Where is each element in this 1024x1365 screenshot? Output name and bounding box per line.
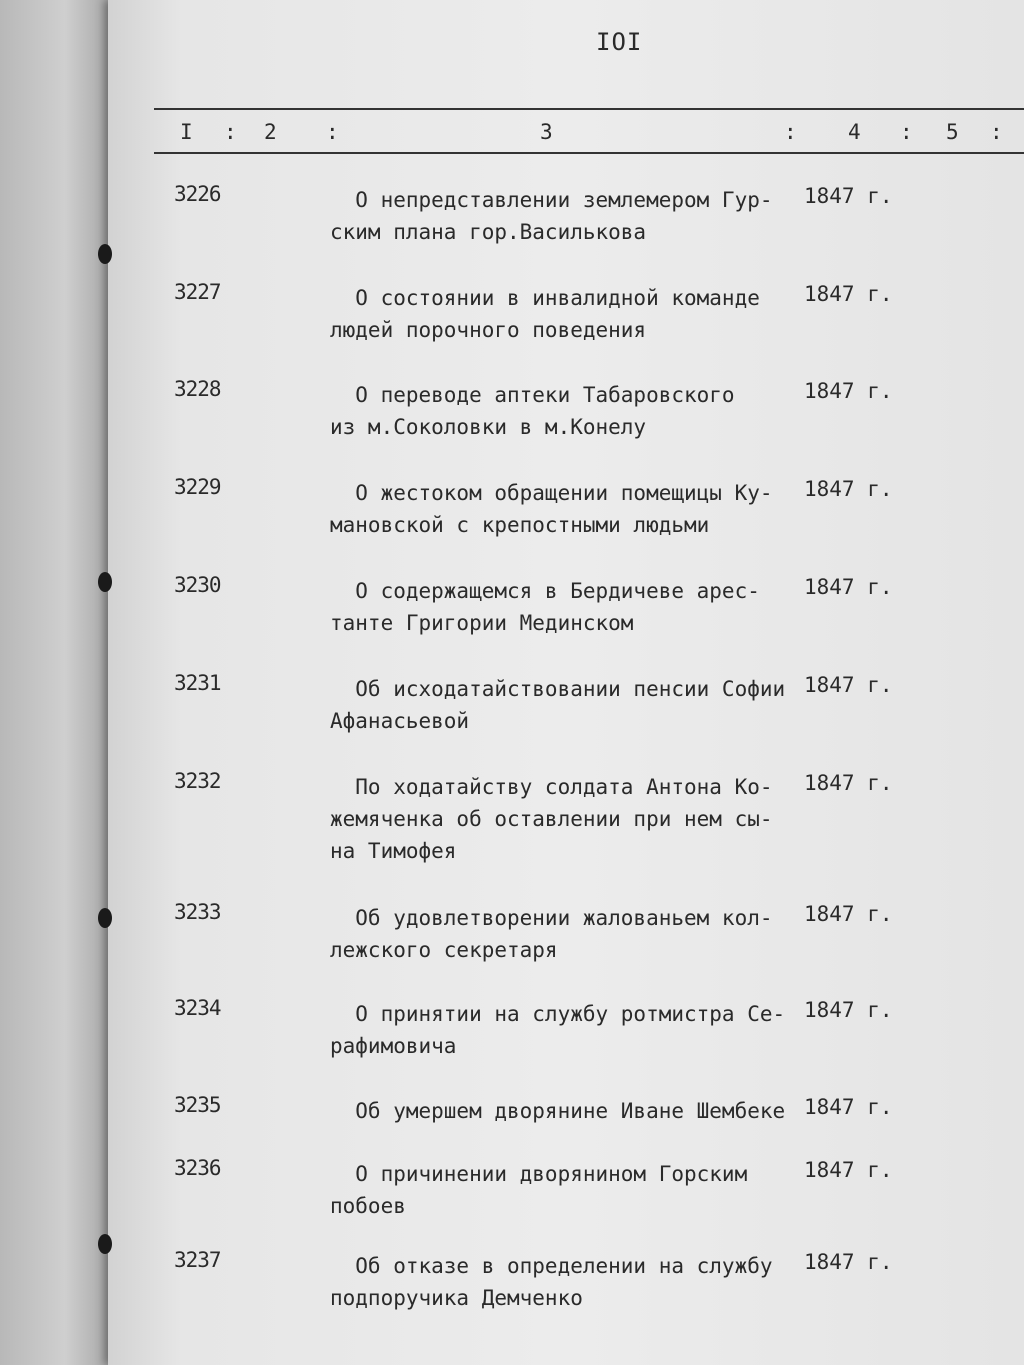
entry-title-line: О принятии на службу ротмистра Се-: [330, 1002, 786, 1026]
entry-title: [330, 1095, 800, 1127]
entry-number: 3235: [174, 1093, 221, 1117]
column-separator: :: [326, 120, 339, 144]
entry-year: 1847 г.: [804, 1095, 893, 1119]
column-header-3: 3: [540, 120, 553, 144]
entry-year: 1847 г.: [804, 282, 893, 306]
entry-title-line: подпоручика Демченко: [330, 1286, 583, 1310]
facing-page: [0, 0, 108, 1365]
entry-year: 1847 г.: [804, 1158, 893, 1182]
entry-year: 1847 г.: [804, 998, 893, 1022]
entry-title: [330, 379, 800, 443]
entry-title-line: Об удовлетворении жалованьем кол-: [330, 906, 773, 930]
entry-number: 3231: [174, 671, 221, 695]
column-separator: :: [224, 120, 237, 144]
entry-number: 3236: [174, 1156, 221, 1180]
entry-title-line: побоев: [330, 1194, 406, 1218]
entry-title: [330, 477, 800, 541]
page-number: IOI: [596, 28, 643, 56]
entry-number: 3237: [174, 1248, 221, 1272]
entry-title: [330, 771, 800, 867]
column-header-5: 5: [946, 120, 959, 144]
entry-number: 3233: [174, 900, 221, 924]
entry-year: 1847 г.: [804, 1250, 893, 1274]
column-header-2: 2: [264, 120, 277, 144]
entry-year: 1847 г.: [804, 379, 893, 403]
entry-year: 1847 г.: [804, 673, 893, 697]
entry-title-line: О содержащемся в Бердичеве арес-: [330, 579, 760, 603]
entry-title: [330, 902, 800, 966]
entry-number: 3229: [174, 475, 221, 499]
entry-title-line: мановской с крепостными людьми: [330, 513, 710, 537]
entry-title-line: О переводе аптеки Табаровского: [330, 383, 735, 407]
entry-title: [330, 282, 800, 346]
entry-title-line: Об исходатайствовании пенсии Софии: [330, 677, 786, 701]
entry-year: 1847 г.: [804, 902, 893, 926]
document-page: [108, 0, 1024, 1365]
entry-title-line: Об отказе в определении на службу: [330, 1254, 773, 1278]
column-separator: :: [900, 120, 913, 144]
entry-title-line: О причинении дворянином Горским: [330, 1162, 748, 1186]
column-header-4: 4: [848, 120, 861, 144]
entry-year: 1847 г.: [804, 771, 893, 795]
entry-number: 3234: [174, 996, 221, 1020]
entry-title-line: жемяченка об оставлении при нем сы-: [330, 807, 773, 831]
entry-title-line: танте Григории Мединском: [330, 611, 634, 635]
entry-title-line: из м.Соколовки в м.Конелу: [330, 415, 647, 439]
entry-number: 3226: [174, 182, 221, 206]
entry-title-line: О непредставлении землемером Гур-: [330, 188, 773, 212]
entry-title: [330, 1158, 800, 1222]
entry-title: [330, 184, 800, 248]
entry-title-line: Афанасьевой: [330, 709, 470, 733]
column-separator: :: [990, 120, 1003, 144]
entry-title-line: лежского секретаря: [330, 938, 558, 962]
column-separator: :: [784, 120, 797, 144]
binding-hole: [98, 572, 112, 592]
entry-title: [330, 673, 800, 737]
entry-title: [330, 575, 800, 639]
entry-number: 3232: [174, 769, 221, 793]
binding-hole: [98, 244, 112, 264]
entry-title: [330, 1250, 800, 1314]
entry-title-line: По ходатайству солдата Антона Ко-: [330, 775, 773, 799]
entry-number: 3230: [174, 573, 221, 597]
entry-title-line: О жестоком обращении помещицы Ку-: [330, 481, 773, 505]
binding-hole: [98, 1234, 112, 1254]
entry-year: 1847 г.: [804, 184, 893, 208]
entry-title-line: О состоянии в инвалидной команде: [330, 286, 760, 310]
entry-title: [330, 998, 800, 1062]
entry-year: 1847 г.: [804, 477, 893, 501]
header-top-rule: [154, 108, 1024, 110]
entry-title-line: рафимовича: [330, 1034, 457, 1058]
entry-year: 1847 г.: [804, 575, 893, 599]
entry-number: 3228: [174, 377, 221, 401]
header-bottom-rule: [154, 152, 1024, 154]
entry-title-line: Об умершем дворянине Иване Шембеке: [330, 1099, 786, 1123]
column-header-1: I: [180, 120, 193, 144]
entry-title-line: ским плана гор.Василькова: [330, 220, 647, 244]
entry-number: 3227: [174, 280, 221, 304]
binding-hole: [98, 908, 112, 928]
entry-title-line: на Тимофея: [330, 839, 457, 863]
entry-title-line: людей порочного поведения: [330, 318, 647, 342]
